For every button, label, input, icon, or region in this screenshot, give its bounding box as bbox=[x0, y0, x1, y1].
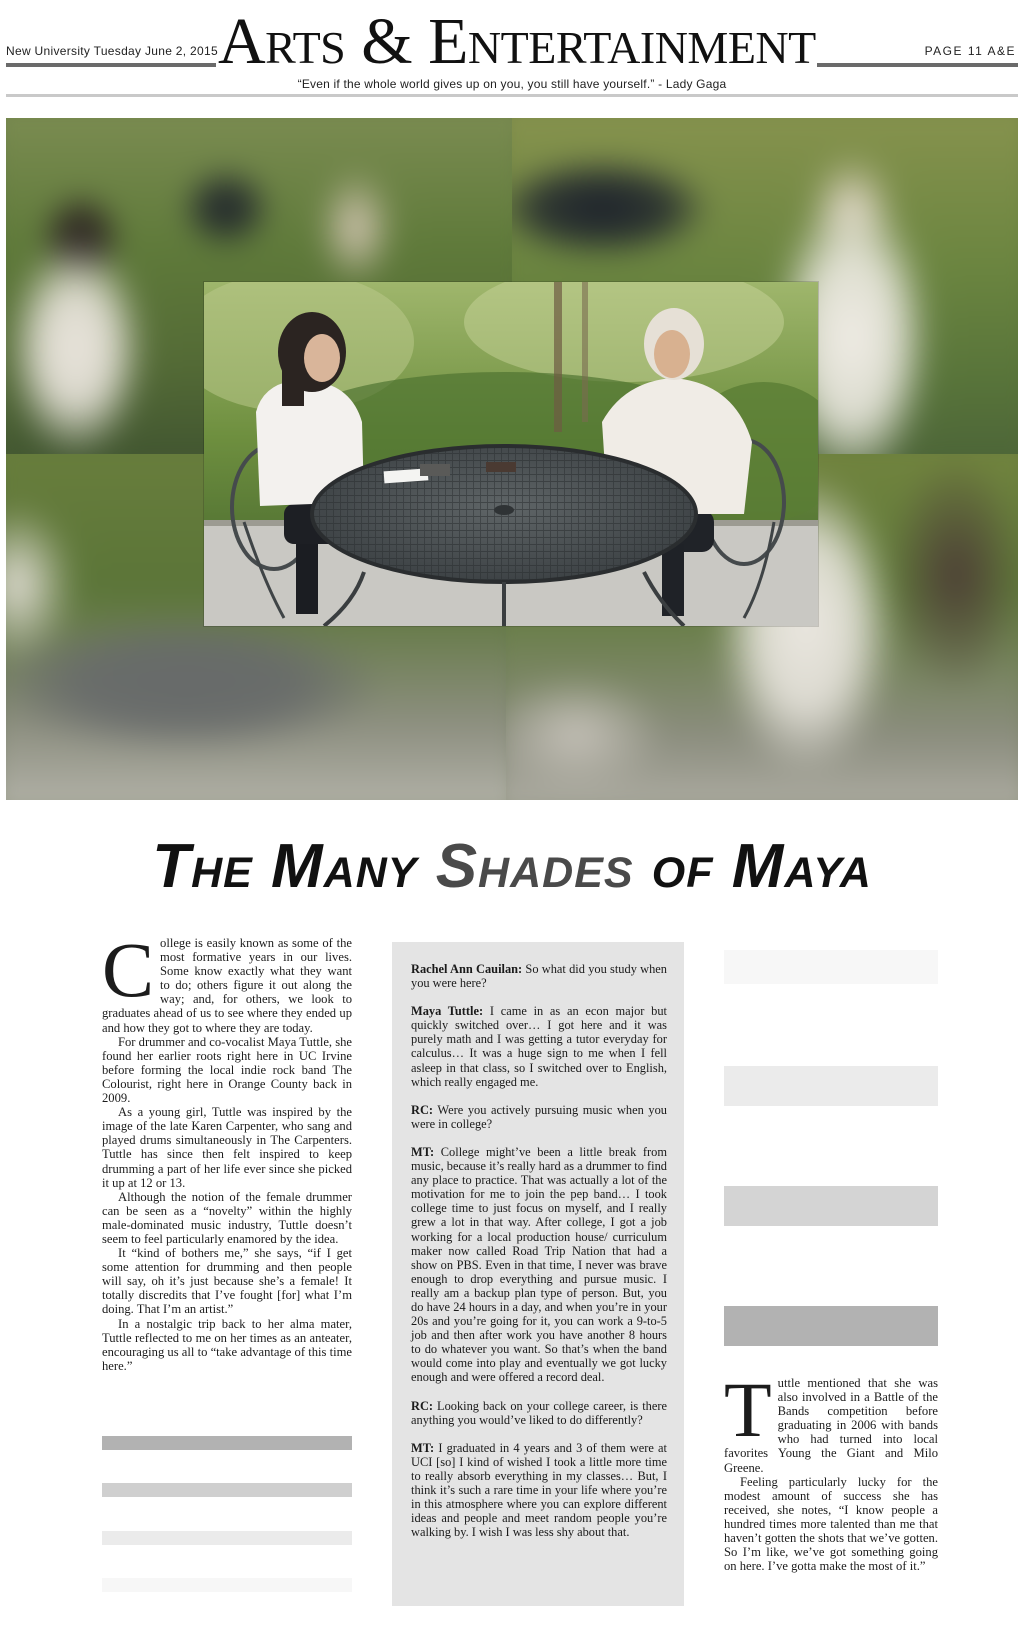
drop-cap: C bbox=[102, 926, 155, 1013]
page-number: PAGE 11 A&E bbox=[924, 44, 1016, 58]
headline-emphasis: Shades bbox=[435, 832, 634, 901]
article-paragraph: Feeling particularly lucky for the modest amount of success she has received, she notes, “I know people a hundred times more talented than me that haven’t gotten the shots that we’ve gotten. So I’m like, we’ve got something going on here. I’ve gotta make the most of it.” bbox=[724, 1474, 938, 1574]
article-paragraph: As a young girl, Tuttle was inspired by the image of the late Karen Carpenter, who sang and played drums simultaneously in The Carpenters. Tuttle has since then felt inspired to keep drumming a part of her life ever since she picked it up at 12 or 13. bbox=[102, 1105, 352, 1190]
interview-exchange: MT: College might’ve been a little break from music, because it’s really hard as a drummer to find any place to practice. That was actually a lot of the motivation for me to join the pep band… I took college time to just focus on myself, and I really grew a lot in that way. After college, I got a job working for a local production house/ curriculum maker now called Road Trip Nation that had a show on PBS. Even in that time, I never was brave enough to drop everything and pursue music. I really am a backup plan type of person. But, you do have 24 hours in a day, and when you’re in your 20s and you’re going for it, you can work a 9-to-5 job and then after work you have another 8 hours to do whatever you want. So that’s when the band would come into play and eventually we got lucky enough and were offered a record deal. bbox=[411, 1144, 667, 1385]
gray-bar bbox=[102, 1531, 352, 1545]
interview-photo bbox=[204, 282, 818, 626]
interview-photo-illustration bbox=[204, 282, 818, 626]
article-paragraph: Although the notion of the female drummer can be seen as a “novelty” within the highly male-dominated music industry, Tuttle doesn’t seem to feel particularly enamored by the idea. bbox=[102, 1189, 352, 1246]
left-column bbox=[102, 926, 352, 1373]
masthead-rule-right bbox=[817, 63, 1018, 67]
article-paragraph: College is easily known as some of the most formative years in our lives. Some know exactly what they want to do; others figure it out along the way; and, for others, we look to graduates ahead of us to see where they ended up and how they got to where they are today. bbox=[102, 926, 352, 1035]
speaker-name: RC: bbox=[411, 1398, 434, 1413]
article-paragraph: For drummer and co-vocalist Maya Tuttle, she found her earlier roots right here in UC Irvine before forming the local indie rock band The Colourist, right here in Orange County back in 2009. bbox=[102, 1034, 352, 1106]
article-paragraph: Tuttle mentioned that she was also involved in a Battle of the Bands competition before graduating in 2006 with bands who had turned into local favorites Young the Giant and Milo Greene. bbox=[724, 1366, 938, 1475]
speaker-name: Rachel Ann Cauilan: bbox=[411, 962, 523, 976]
interview-text bbox=[411, 962, 667, 1553]
gray-bar bbox=[102, 1578, 352, 1592]
drop-cap: T bbox=[724, 1366, 772, 1453]
article-paragraph: It “kind of bothers me,” she says, “if I get some attention for drumming and then people will say, oh it’s just because she’s a female! It totally discredits that I’ve fought [for] what I’m doing. That I’m an artist.” bbox=[102, 1246, 352, 1317]
masthead-rule-left bbox=[6, 63, 216, 67]
interview-box bbox=[392, 942, 684, 1606]
article-paragraph: In a nostalgic trip back to her alma mater, Tuttle reflected to me on her times as an anteater, encouraging us all to “take advantage of this time here.” bbox=[102, 1316, 352, 1373]
interview-exchange: RC: Were you actively pursuing music when you were in college? bbox=[411, 1102, 667, 1131]
headline-part: of Maya bbox=[633, 832, 872, 901]
issue-date: New University Tuesday June 2, 2015 bbox=[6, 44, 218, 58]
gray-bar bbox=[724, 950, 938, 984]
speaker-name: RC: bbox=[411, 1102, 434, 1117]
photo-collage bbox=[6, 118, 1018, 800]
gray-bar bbox=[724, 1066, 938, 1106]
interview-exchange: MT: I graduated in 4 years and 3 of them were at UCI [so] I kind of wished I took a little more time to really absorb everything in my classes… But, I think it’s such a rare time in your life where you’re in this atmosphere where you can explore different ideas and people and meet random people you’re walking by. I wish I was less shy about that. bbox=[411, 1440, 667, 1540]
interview-exchange: RC: Looking back on your college career, is there anything you would’ve liked to do differently? bbox=[411, 1398, 667, 1427]
interview-exchange: Maya Tuttle: I came in as an econ major but quickly switched over… I got here and it was purely math and I was getting a tutor everyday for calculus… It was a huge sign to me when I fell asleep in that class, so I switched over to English, which really engaged me. bbox=[411, 1004, 667, 1089]
right-column bbox=[724, 1366, 938, 1574]
gray-bar bbox=[724, 1186, 938, 1226]
gray-bar bbox=[724, 1306, 938, 1346]
speaker-name: MT: bbox=[411, 1440, 435, 1455]
section-quote: “Even if the whole world gives up on you, you still have yourself.” - Lady Gaga bbox=[297, 77, 727, 91]
masthead bbox=[0, 0, 1024, 100]
speaker-name: Maya Tuttle: bbox=[411, 1004, 484, 1019]
headline-part: The Many bbox=[152, 832, 436, 901]
article-headline bbox=[0, 832, 1024, 902]
section-title: Arts & Entertainment bbox=[218, 5, 816, 78]
gray-bar bbox=[102, 1436, 352, 1450]
speaker-name: MT: bbox=[411, 1144, 435, 1159]
masthead-divider bbox=[6, 94, 1018, 97]
gray-bar bbox=[102, 1483, 352, 1497]
interview-exchange: Rachel Ann Cauilan: So what did you study when you were here? bbox=[411, 962, 667, 991]
